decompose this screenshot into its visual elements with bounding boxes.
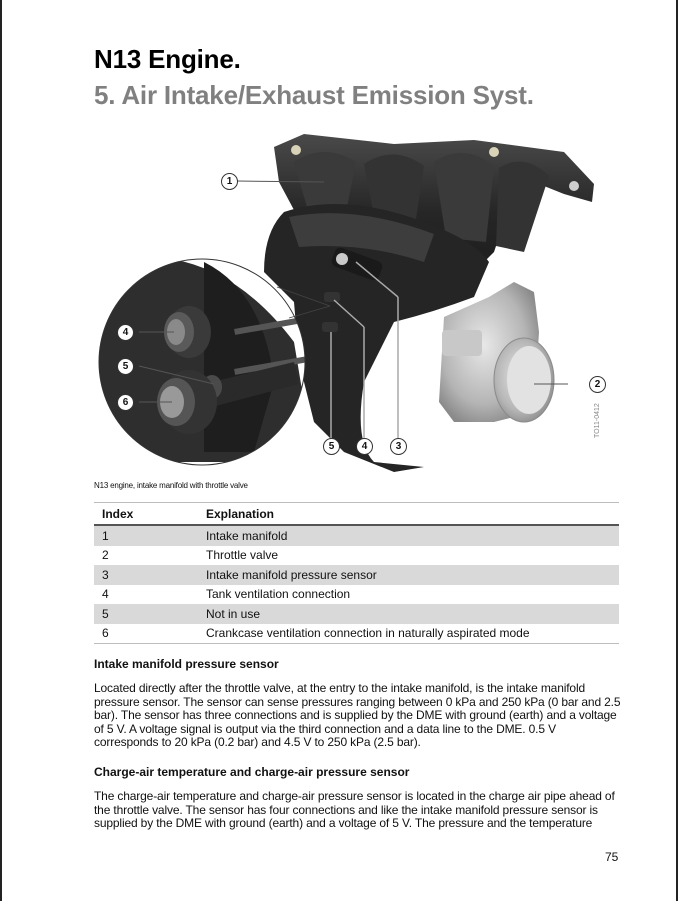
page-number: 75 <box>605 850 619 864</box>
section-body-charge-air-sensor: The charge-air temperature and charge-air pressure sensor is located in the charge air pipe ahead of the throttle valve. The sensor has four connections and like the intake manifold pressure sensor is supplied by the DME with ground (earth) and a voltage of 5 V. The pressure and the temperature <box>94 789 615 831</box>
callout-5-main: 5 <box>323 438 340 455</box>
table-row <box>94 604 619 624</box>
row-index: 6 <box>94 624 198 644</box>
row-index: 4 <box>102 587 109 602</box>
table-row <box>94 546 619 566</box>
callout-6-inset: 6 <box>117 394 134 411</box>
section-heading-intake-pressure-sensor: Intake manifold pressure sensor <box>94 657 279 671</box>
header-explanation: Explanation <box>198 503 619 526</box>
figure-caption: N13 engine, intake manifold with throttle valve <box>94 481 248 490</box>
engine-illustration <box>94 122 624 480</box>
row-explanation: Tank ventilation connection <box>206 587 351 602</box>
table-row <box>94 525 619 546</box>
section-subtitle: 5. Air Intake/Exhaust Emission Syst. <box>94 80 534 110</box>
row-index: 3 <box>94 565 198 585</box>
section-heading-charge-air-sensor: Charge-air temperature and charge-air pressure sensor <box>94 765 410 779</box>
header-index: Index <box>94 503 198 526</box>
row-explanation: Intake manifold <box>198 525 619 546</box>
legend-table <box>94 502 619 644</box>
callout-2: 2 <box>589 376 606 393</box>
row-index: 5 <box>94 604 198 624</box>
row-explanation: Intake manifold pressure sensor <box>198 565 619 585</box>
table-row <box>94 585 619 605</box>
callout-1: 1 <box>221 173 238 190</box>
table-row <box>94 624 619 644</box>
callout-5-inset: 5 <box>117 358 134 375</box>
figure-id: TO11-0412 <box>594 403 601 438</box>
table-header-row <box>94 503 619 526</box>
table-row <box>94 565 619 585</box>
row-explanation: Not in use <box>198 604 619 624</box>
row-explanation: Crankcase ventilation connection in naturally aspirated mode <box>198 624 619 644</box>
callout-4-main: 4 <box>356 438 373 455</box>
row-index: 1 <box>94 525 198 546</box>
row-index: 2 <box>102 548 109 563</box>
page-title: N13 Engine. <box>94 44 241 74</box>
callout-4-inset: 4 <box>117 324 134 341</box>
callout-3: 3 <box>390 438 407 455</box>
intake-manifold-drawing <box>94 122 624 480</box>
row-explanation: Throttle valve <box>206 548 279 563</box>
section-body-intake-pressure-sensor: Located directly after the throttle valve, at the entry to the intake manifold, is the intake manifold pressure sensor. The sensor can sense pressures ranging between 0 kPa and 250 kPa (0 bar and 2.5 bar). The sensor has three connections and is supplied by the DME with ground (earth) and a voltage of 5 V. A voltage signal is output via the third connection and a data line to the DME. 0.5 V corresponds to 20 kPa (0.2 bar) and 4.5 V to 250 kPa (2.5 bar). <box>94 681 621 750</box>
